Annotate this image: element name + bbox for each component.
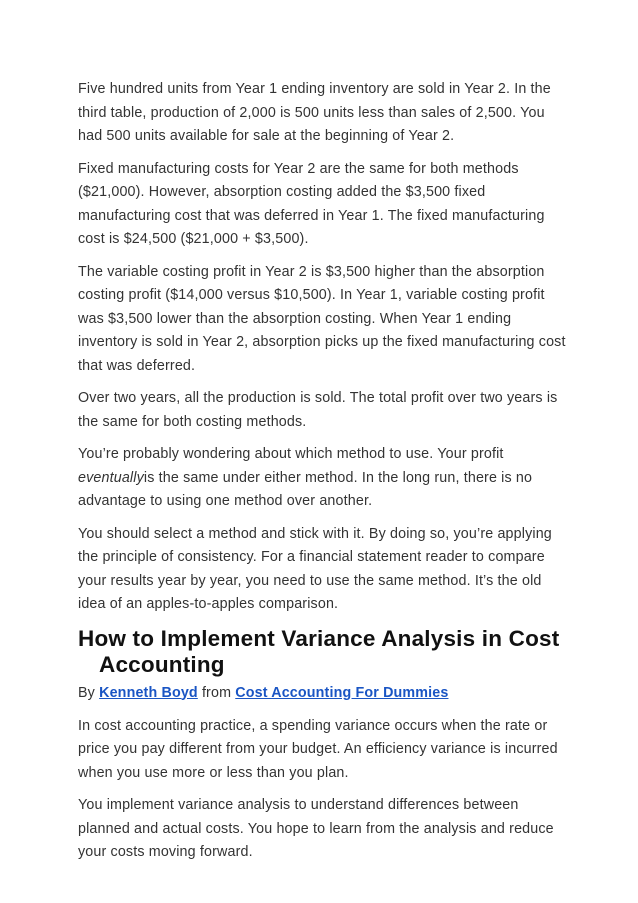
paragraph-method-choice (78, 443, 568, 514)
paragraph-variance-analysis: You implement variance analysis to understand differences between planned and actual costs. You hope to learn from the analysis and reduce your costs moving forward. (78, 797, 554, 860)
paragraph-fixed-manufacturing-costs: Fixed manufacturing costs for Year 2 are the same for both methods ($21,000). However, absorption costing added the $3,500 fixed manufacturing cost that was deferred in Year 1. The fixed manufacturing cost is $24,500 ($21,000 + $3,500). (78, 160, 545, 247)
author-link[interactable]: Kenneth Boyd (99, 684, 198, 701)
paragraph-spending-variance: In cost accounting practice, a spending variance occurs when the rate or price you pay different from your budget. An efficiency variance is incurred when you use more or less than you plan. (78, 717, 558, 781)
paragraph-consistency: You should select a method and stick with it. By doing so, you’re applying the principle of consistency. For a financial statement reader to compare your results year by year, you need to use the same method. It’s the old idea of an apples-to-apples comparison. (78, 525, 552, 612)
book-link[interactable]: Cost Accounting For Dummies (235, 684, 449, 701)
paragraph-ending-inventory: Five hundred units from Year 1 ending inventory are sold in Year 2. In the third table, production of 2,000 is 500 units less than sales of 2,500. You had 500 units available for sale at the beginning of Year 2. (78, 81, 551, 144)
document-page (78, 78, 568, 874)
eventually-emphasis: eventually (78, 469, 144, 486)
method-choice-text-after: is the same under either method. In the long run, there is no advantage to using one method over another. (78, 469, 533, 509)
paragraph-variable-costing-profit: The variable costing profit in Year 2 is $3,500 higher than the absorption costing profit ($14,000 versus $10,500). In Year 1, variable costing profit was $3,500 lower than the absorption costing. When Year 1 ending inventory is sold in Year 2, absorption picks up the fixed manufacturing cost that was deferred. (78, 263, 566, 374)
byline-from-label: from (201, 684, 232, 701)
article-title: How to Implement Variance Analysis in Cost Accounting (78, 625, 560, 677)
paragraph-two-year-profit: Over two years, all the production is sold. The total profit over two years is the same for both costing methods. (78, 390, 558, 430)
article-byline (78, 682, 568, 704)
method-choice-text-before: You’re probably wondering about which method to use. Your profit (78, 446, 504, 462)
byline-by-label: By (78, 684, 95, 701)
